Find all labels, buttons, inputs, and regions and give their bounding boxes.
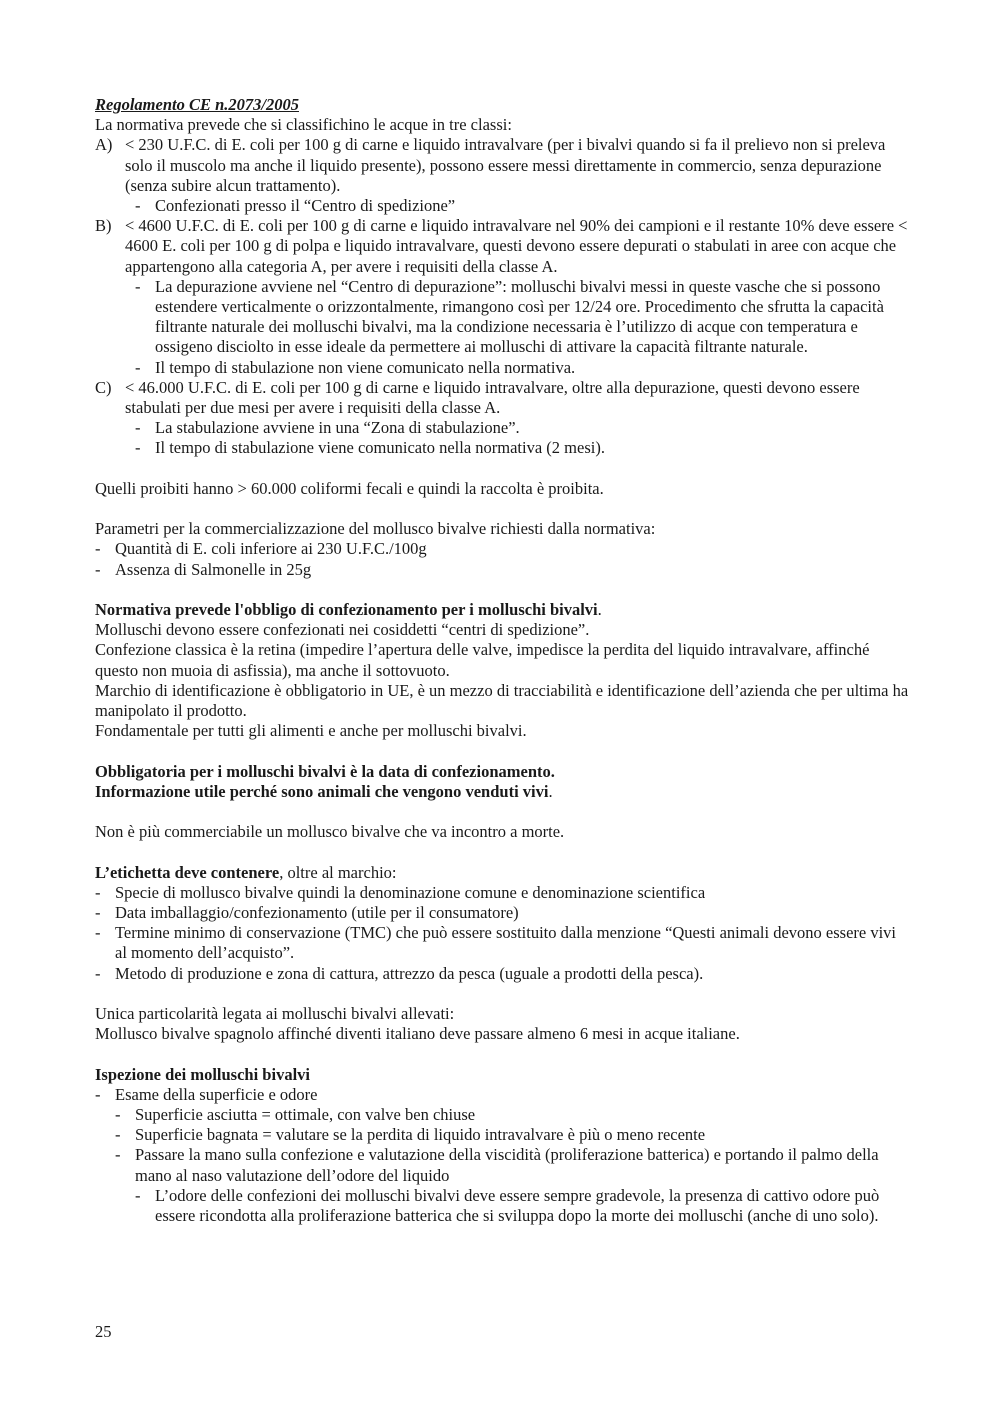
dash-marker: - <box>95 1084 101 1104</box>
dash-marker: - <box>135 357 141 377</box>
class-b-label: B) <box>95 216 112 236</box>
dash-marker: - <box>135 276 141 296</box>
death-paragraph: Non è più commerciabile un mollusco bivalve che va incontro a morte. <box>95 822 565 842</box>
dash-marker: - <box>95 882 101 902</box>
class-a-item: - Confezionati presso il “Centro di spedizione” <box>135 196 456 216</box>
classes-intro: La normativa prevede che si classifichino le acque in tre classi: <box>95 115 512 135</box>
dash-marker: - <box>115 1105 121 1125</box>
packaging-paragraph: Molluschi devono essere confezionati nei cosiddetti “centri di spedizione”. <box>95 620 590 640</box>
farmed-line-2: Mollusco bivalve spagnolo affinché diventi italiano deve passare almeno 6 mesi in acque italiane. <box>95 1024 740 1044</box>
page-content <box>95 95 910 1226</box>
class-b-text: < 4600 U.F.C. di E. coli per 100 g di carne e liquido intravalvare nel 90% dei campioni e il restante 10% deve essere < 4600 E. coli per 100 g di polpa e liquido intravalvare, questi devono essere depurati o stabulati in aree con acque che appartengono alla categoria A, per avere i requisiti della classe A. <box>125 216 908 276</box>
inspection-subitem: - Superficie asciutta = ottimale, con valve ben chiuse <box>115 1105 476 1125</box>
inspection-subitem: - Superficie bagnata = valutare se la perdita di liquido intravalvare è più o meno recente <box>115 1125 706 1145</box>
packaging-heading: Normativa prevede l'obbligo di confezionamento per i molluschi bivalvi <box>95 600 598 620</box>
params-item: - Assenza di Salmonelle in 25g <box>95 559 312 579</box>
class-c-text: < 46.000 U.F.C. di E. coli per 100 g di carne e liquido intravalvare, oltre alla depurazione, questi devono essere stabulati per due mesi per avere i requisiti della classe A. <box>125 377 860 418</box>
dash-marker: - <box>135 438 141 458</box>
params-intro: Parametri per la commercializzazione del mollusco bivalve richiesti dalla normativa: <box>95 519 656 539</box>
date-heading-2: Informazione utile perché sono animali che vengono venduti vivi <box>95 781 549 801</box>
class-b-item: - Il tempo di stabulazione non viene comunicato nella normativa. <box>135 357 576 377</box>
dash-marker: - <box>135 196 141 216</box>
dash-marker: - <box>95 559 101 579</box>
class-c-item: - Il tempo di stabulazione viene comunicato nella normativa (2 mesi). <box>135 438 605 458</box>
dash-marker: - <box>135 1185 141 1205</box>
params-item: - Quantità di E. coli inferiore ai 230 U.F.C./100g <box>95 539 427 559</box>
label-heading: L’etichetta deve contenere <box>95 862 280 882</box>
dash-marker: - <box>115 1145 121 1165</box>
packaging-paragraph: Fondamentale per tutti gli alimenti e anche per molluschi bivalvi. <box>95 721 527 741</box>
class-a <box>95 135 910 196</box>
dash-marker: - <box>135 418 141 438</box>
inspection-subitem: - Passare la mano sulla confezione e valutazione della viscidità (proliferazione batterica) e portando il palmo della mano al naso valutazione dell’odore del liquido <box>115 1145 879 1185</box>
inspection-item: - Esame della superficie e odore <box>95 1084 318 1104</box>
label-item: - Data imballaggio/confezionamento (utile per il consumatore) <box>95 903 519 923</box>
class-c-item: - La stabulazione avviene in una “Zona di stabulazione”. <box>135 418 520 438</box>
class-a-text: < 230 U.F.C. di E. coli per 100 g di carne e liquido intravalvare (per i bivalvi quando si fa il prelievo non si preleva solo il muscolo ma anche il liquido presente), possono essere messi direttamente in commercio, senza depurazione (senza subire alcun trattamento). <box>125 135 886 195</box>
class-c-label: C) <box>95 377 112 397</box>
dash-marker: - <box>95 539 101 559</box>
class-b <box>95 216 910 277</box>
date-heading-1: Obbligatoria per i molluschi bivalvi è la data di confezionamento. <box>95 761 555 781</box>
regulation-title: Regolamento CE n.2073/2005 <box>95 95 299 114</box>
class-a-label: A) <box>95 135 113 155</box>
packaging-heading-line: Normativa prevede l'obbligo di confezionamento per i molluschi bivalvi. <box>95 600 602 620</box>
label-item: - Specie di mollusco bivalve quindi la denominazione comune e denominazione scientifica <box>95 882 706 902</box>
class-b-item: - La depurazione avviene nel “Centro di depurazione”: molluschi bivalvi messi in queste vasche che si possono estendere verticalmente o orizzontalmente, rimangono così per 12/24 ore. Procedimento che sfrutta la capacità filtrante naturale dei molluschi bivalvi, ma la condizione necessaria è l’utilizzo di acque con temperatura e ossigeno disciolto in esse ideale da permettere ai molluschi di attivare la capacità filtrante naturale. <box>135 276 884 357</box>
packaging-paragraph: Confezione classica è la retina (impedire l’apertura delle valve, impedisce la perdita del liquido intravalvare, affinché questo non muoia di asfissia), ma anche il sottovuoto. <box>95 640 870 680</box>
label-item: - Metodo di produzione e zona di cattura, attrezzo da pesca (uguale a prodotti della pesca). <box>95 963 704 983</box>
date-heading-2-line: Informazione utile perché sono animali che vengono venduti vivi. <box>95 781 553 801</box>
dash-marker: - <box>95 963 101 983</box>
dash-marker: - <box>115 1125 121 1145</box>
class-c <box>95 378 910 418</box>
dash-marker: - <box>95 923 101 943</box>
prohibited-paragraph: Quelli proibiti hanno > 60.000 coliformi fecali e quindi la raccolta è proibita. <box>95 478 604 498</box>
dash-marker: - <box>95 903 101 923</box>
label-item: - Termine minimo di conservazione (TMC) che può essere sostituito dalla menzione “Questi animali devono essere vivi al momento dell’acquisto”. <box>95 923 897 963</box>
packaging-paragraph: Marchio di identificazione è obbligatorio in UE, è un mezzo di tracciabilità e identificazione dell’azienda che per ultima ha manipolato il prodotto. <box>95 680 909 721</box>
farmed-line-1: Unica particolarità legata ai molluschi bivalvi allevati: <box>95 1004 455 1024</box>
page-number: 25 <box>95 1322 112 1341</box>
inspection-heading: Ispezione dei molluschi bivalvi <box>95 1064 310 1084</box>
inspection-subsubitem: - L’odore delle confezioni dei molluschi bivalvi deve essere sempre gradevole, la presenza di cattivo odore può essere ricondotta alla proliferazione batterica che si sviluppa dopo la morte dei molluschi (anche di uno solo). <box>135 1185 880 1226</box>
label-heading-line: L’etichetta deve contenere, oltre al marchio: <box>95 862 397 882</box>
